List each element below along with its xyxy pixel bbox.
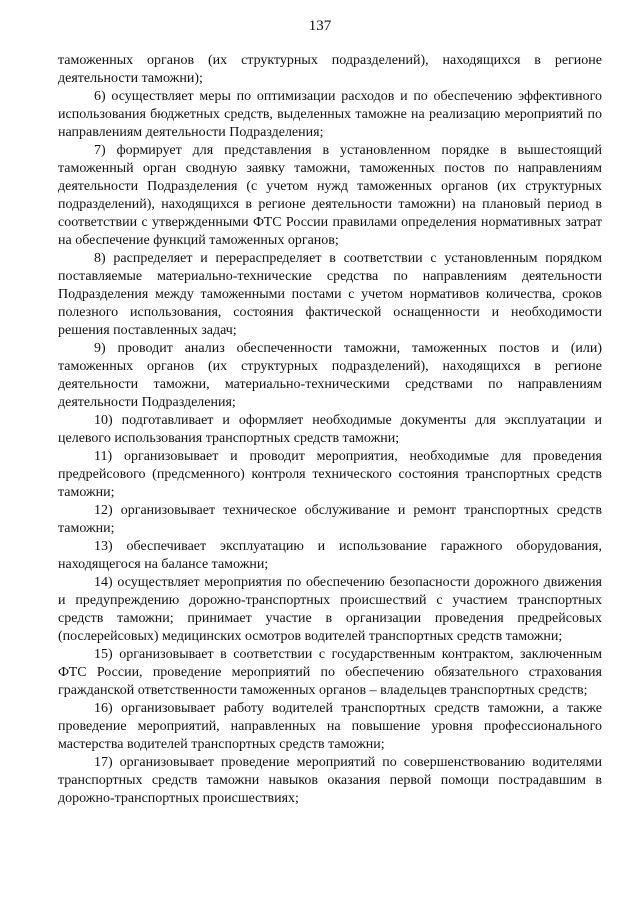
paragraph-continuation: таможенных органов (их структурных подразделений), находящихся в регионе деятельности таможни); — [58, 53, 602, 86]
paragraph-item-12: 12) организовывает техническое обслуживание и ремонт транспортных средств таможни; — [58, 503, 602, 536]
paragraph-item-13: 13) обеспечивает эксплуатацию и использование гаражного оборудования, находящегося на балансе таможни; — [58, 539, 602, 572]
document-body — [58, 52, 602, 808]
paragraph-item-10: 10) подготавливает и оформляет необходимые документы для эксплуатации и целевого использования транспортных средств таможни; — [58, 413, 602, 446]
paragraph-item-17: 17) организовывает проведение мероприятий по совершенствованию водителями транспортных средств таможни навыков оказания первой помощи пострадавшим в дорожно-транспортных происшествиях; — [58, 755, 602, 806]
paragraph-item-11: 11) организовывает и проводит мероприятия, необходимые для проведения предрейсового (предсменного) контроля технического состояния транспортных средств таможни; — [58, 449, 602, 500]
paragraph-item-9: 9) проводит анализ обеспеченности таможни, таможенных постов и (или) таможенных органов (их структурных подразделений), находящихся в регионе деятельности таможни, материально-техническими средствами по направлениям деятельности Подразделения; — [58, 341, 602, 410]
paragraph-item-8: 8) распределяет и перераспределяет в соответствии с установленным порядком поставляемые материально-технические средства по направлениям деятельности Подразделения между таможенными постами с учетом нормативов количества, сроков полезного использования, состояния фактической оснащенности и необходимости решения поставленных задач; — [58, 251, 602, 338]
paragraph-item-14: 14) осуществляет мероприятия по обеспечению безопасности дорожного движения и предупреждению дорожно-транспортных происшествий с участием транспортных средств таможни; принимает участие в организации проведения предрейсовых (послерейсовых) медицинских осмотров водителей транспортных средств таможни; — [58, 575, 602, 644]
page-number: 137 — [308, 18, 332, 34]
paragraph-item-7: 7) формирует для представления в установленном порядке в вышестоящий таможенный орган сводную заявку таможни, таможенных постов по направлениям деятельности Подразделения (с учетом нужд таможенных органов (их структурных подразделений), находящихся в регионе деятельности таможни) на плановый период в соответствии с утвержденными ФТС России правилами определения нормативных затрат на обеспечение функций таможенных органов; — [58, 143, 602, 248]
paragraph-item-15: 15) организовывает в соответствии с государственным контрактом, заключенным ФТС России, проведение мероприятий по обеспечению обязательного страхования гражданской ответственности таможенных органов – владельцев транспортных средств; — [58, 647, 602, 698]
paragraph-item-16: 16) организовывает работу водителей транспортных средств таможни, а также проведение мероприятий, направленных на повышение уровня профессионального мастерства водителей транспортных средств таможни; — [58, 701, 602, 752]
paragraph-item-6: 6) осуществляет меры по оптимизации расходов и по обеспечению эффективного использования бюджетных средств, выделенных таможне на реализацию мероприятий по направлениям деятельности Подразделения; — [58, 89, 602, 140]
